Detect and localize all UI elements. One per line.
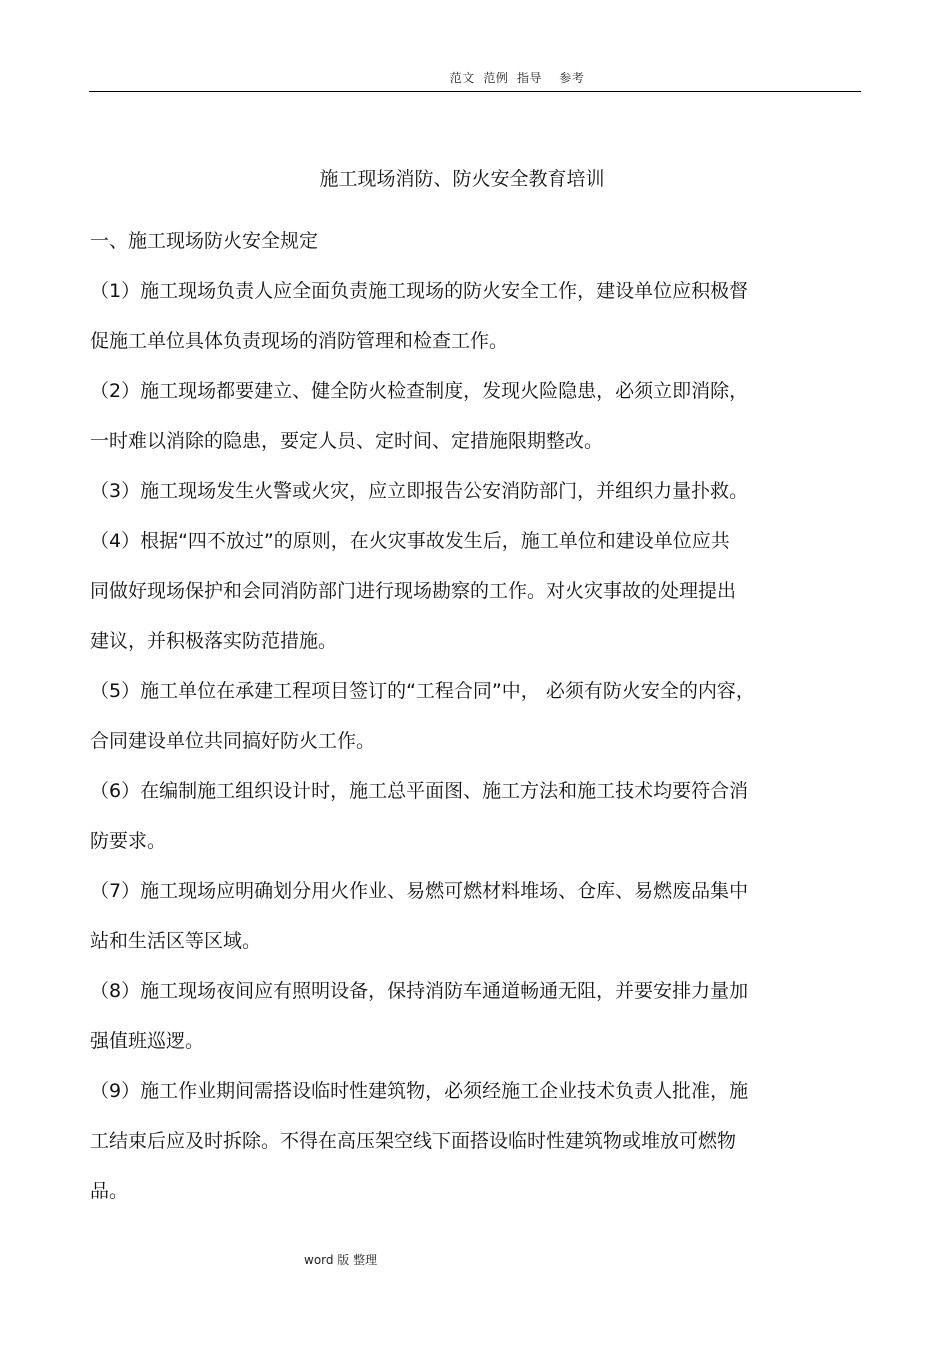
section-heading: 一、施工现场防火安全规定 — [90, 230, 319, 252]
body-line: （7）施工现场应明确划分用火作业、易燃可燃材料堆场、仓库、易燃废品集中 — [90, 880, 749, 902]
body-line: （3）施工现场发生火警或火灾，应立即报告公安消防部门，并组织力量扑救。 — [90, 480, 749, 502]
page-footer: word 版 整理 — [304, 1253, 378, 1267]
body-line: （2）施工现场都要建立、健全防火检查制度，发现火险隐患，必须立即消除， — [90, 380, 749, 402]
body-line: 站和生活区等区域。 — [90, 930, 262, 952]
body-line: 防要求。 — [90, 830, 167, 852]
body-line: 合同建设单位共同搞好防火工作。 — [90, 730, 376, 752]
body-line: 建议，并积极落实防范措施。 — [90, 630, 338, 652]
page-header: 范文 范例 指导 参考 — [449, 71, 585, 85]
document-title: 施工现场消防、防火安全教育培训 — [319, 168, 605, 190]
body-line: 品。 — [90, 1180, 129, 1202]
body-line: （1）施工现场负责人应全面负责施工现场的防火安全工作，建设单位应积极督 — [90, 280, 749, 302]
body-line: （9）施工作业期间需搭设临时性建筑物，必须经施工企业技术负责人批准，施 — [90, 1080, 749, 1102]
body-line: （8）施工现场夜间应有照明设备，保持消防车通道畅通无阻，并要安排力量加 — [90, 980, 749, 1002]
body-line: （6）在编制施工组织设计时，施工总平面图、施工方法和施工技术均要符合消 — [90, 780, 749, 802]
body-line: （5）施工单位在承建工程项目签订的“工程合同”中， 必须有防火安全的内容， — [90, 680, 755, 702]
body-line: 工结束后应及时拆除。不得在高压架空线下面搭设临时性建筑物或堆放可燃物 — [90, 1130, 737, 1152]
body-line: 强值班巡逻。 — [90, 1030, 205, 1052]
document-body — [90, 278, 850, 1228]
body-line: 促施工单位具体负责现场的消防管理和检查工作。 — [90, 330, 509, 352]
body-line: （4）根据“四不放过”的原则，在火灾事故发生后，施工单位和建设单位应共 — [90, 530, 730, 552]
body-line: 一时难以消除的隐患，要定人员、定时间、定措施限期整改。 — [90, 430, 604, 452]
header-divider — [89, 91, 861, 92]
body-line: 同做好现场保护和会同消防部门进行现场勘察的工作。对火灾事故的处理提出 — [90, 580, 737, 602]
